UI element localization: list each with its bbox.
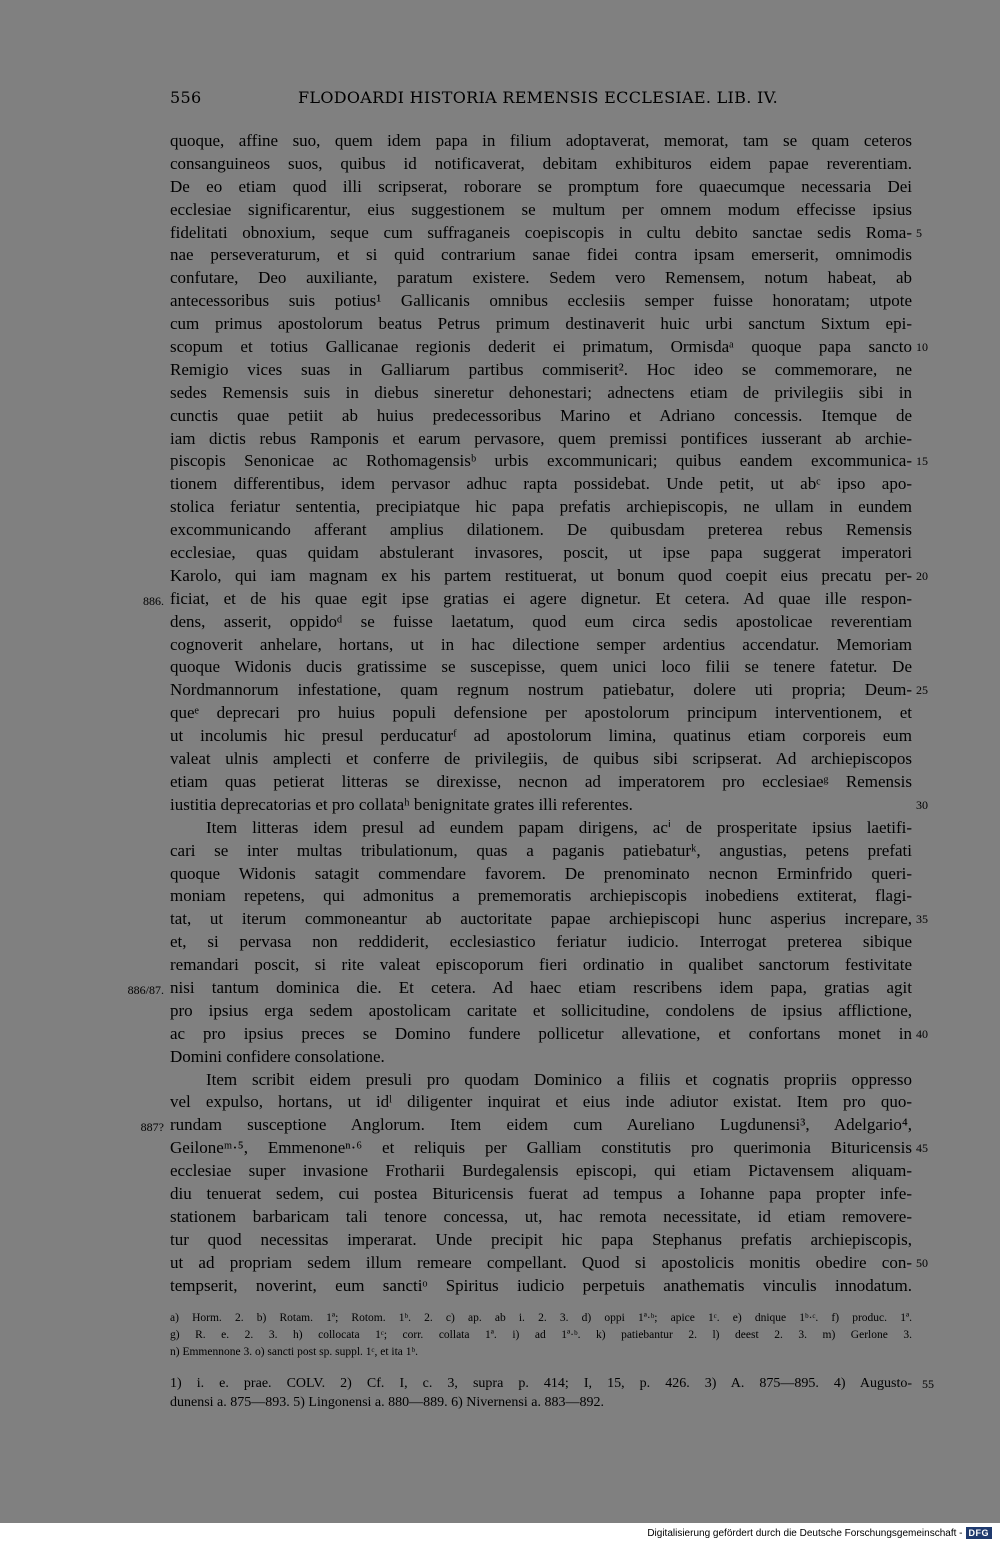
page-number: 556 <box>170 88 202 107</box>
text-line <box>170 450 928 473</box>
text-line-content: Karolo, qui iam magnam ex his partem restituerat, ut bonum quod coepit eius precatu per- <box>170 565 912 585</box>
line-number: 10 <box>916 340 928 355</box>
text-line <box>170 244 912 267</box>
text-line <box>170 908 928 931</box>
text-line <box>170 382 912 405</box>
text-line-content: antecessoribus suis potius¹ Gallicanis omnibus ecclesiis semper fuisse honoratam; utpote <box>170 291 912 311</box>
text-line <box>170 634 912 657</box>
dfg-logo: DFG <box>966 1527 993 1539</box>
digitization-footer <box>647 1527 992 1539</box>
running-title: FLODOARDI HISTORIA REMENSIS ECCLESIAE. LIB. IV. <box>298 88 779 107</box>
text-line-content: piscopis Senonicae ac Rothomagensisᵇ urbis excommunicari; quibus eandem excommunica- <box>170 451 912 471</box>
text-line <box>170 817 912 840</box>
text-line-content: iam dictis rebus Ramponis et earum pervasore, quem premissi pontifices iusserant ab archie- <box>170 428 912 448</box>
text-line <box>170 1091 912 1114</box>
line-number: 50 <box>916 1255 928 1270</box>
text-line-content: ecclesiae super invasione Frotharii Burdegalensis episcopi, qui etiam Pictavensem aliquam- <box>170 1161 912 1181</box>
text-line-content: iustitia deprecatorias et pro collataʰ benignitate grates illi referentes. <box>170 794 633 814</box>
text-line-content: ecclesiae significarentur, eius suggestionem se multum per omnem modum effecisse ipsius <box>170 199 912 219</box>
text-line-content: ut ad propriam sedem illum remeare compellant. Quod si apostolicis monitis obedire con- <box>170 1252 912 1272</box>
line-number: 25 <box>916 683 928 698</box>
text-line <box>170 519 912 542</box>
variant-note-line: g) R. e. 2. 3. h) collocata 1ᶜ; corr. collata 1ª. i) ad 1ª·ᵇ. k) patiebantur 2. l) deest 2. 3. m) Gerlone 3. <box>170 1329 912 1341</box>
text-line <box>170 130 912 153</box>
text-line <box>170 565 928 588</box>
text-line-content: etiam quas petierat litteras se direxisse, necnon ad imperatorem pro ecclesiaeᵍ Remensis <box>170 771 912 791</box>
reference-line-content: 1) i. e. prae. COLV. 2) Cf. I, c. 3, supra p. 414; I, 15, p. 426. 3) A. 875—895. 4) Augusto- <box>170 1376 912 1391</box>
text-line <box>170 290 912 313</box>
text-line-content: moniam repetens, qui admonitus a prememoratis archiepiscopis inobediens extiterat, flagi- <box>170 886 912 906</box>
text-line <box>170 885 912 908</box>
reference-notes <box>170 1374 934 1412</box>
text-line-content: De eo etiam quod illi scripserat, roborare se promptum fore quaecumque necessaria Dei <box>170 176 912 196</box>
text-line-content: quoque, affine suo, quem idem papa in filium adoptaverat, memorat, tam se quam ceteros <box>170 131 912 150</box>
text-line-content: pro ipsius erga sedem apostolicam caritate et sollicitudine, condolens de ipsius afflictione, <box>170 1000 912 1020</box>
text-line <box>170 222 922 245</box>
text-line-content: nisi tantum dominica die. Et cetera. Ad haec etiam rescribens idem papa, gratias agit <box>170 977 912 997</box>
text-line-content: queᵉ deprecari pro huius populi defensione per apostolorum principum interventionem, et <box>170 703 912 723</box>
text-line-content: Item litteras idem presul ad eundem papam dirigens, acⁱ de prosperitate ipsius laetifi- <box>206 817 912 837</box>
line-number: 20 <box>916 568 928 583</box>
line-number: 55 <box>922 1377 934 1391</box>
line-number: 30 <box>916 797 928 812</box>
variant-note-line: a) Horm. 2. b) Rotam. 1ª; Rotom. 1ᵇ. 2. c) ap. ab i. 2. 3. d) oppi 1ª·ᵇ; apice 1ᶜ. e) dnique 1ᵇ·ᶜ. f) produc. 1ª. <box>170 1312 912 1324</box>
text-line <box>170 794 928 817</box>
text-line <box>170 1046 912 1069</box>
text-line <box>170 863 912 886</box>
text-line <box>170 840 912 863</box>
text-line-content: confutare, Deo auxiliante, paratum existere. Sedem vero Remensem, notum habeat, ab <box>170 268 912 288</box>
text-line <box>127 977 912 1000</box>
text-line-content: dens, asserit, oppidoᵈ se fuisse laetatum, quod eum circa sedis apostolicae reverentiam <box>170 611 912 631</box>
text-line <box>170 954 912 977</box>
text-line <box>170 1000 912 1023</box>
text-line <box>170 679 928 702</box>
text-line <box>170 153 912 176</box>
text-line-content: remandari poscit, si rite valeat episcoporum fieri ordinatio in qualibet sanctorum festivitate <box>170 955 912 975</box>
text-line-content: Item scribit eidem presuli pro quodam Dominico a filiis et cognatis propriis oppresso <box>206 1069 912 1089</box>
text-line-content: nae perseveraturum, et si quid contrarium sanae fidei contra ipsam emerserit, omnimodis <box>170 245 912 265</box>
line-number: 40 <box>916 1026 928 1041</box>
text-line-content: excommunicando afferant amplius dilationem. De quibusdam preterea rebus Remensis <box>170 520 912 540</box>
text-line-content: ficiat, et de his quae egit ipse gratias ei agere dignetur. Et cetera. Ad quae ille respon- <box>170 588 912 608</box>
text-line <box>170 748 912 771</box>
margin-date: 887? <box>140 1120 164 1135</box>
text-line <box>170 473 912 496</box>
text-line-content: Domini confidere consolatione. <box>170 1046 385 1066</box>
text-line-content: diu tenuerat sedem, cui postea Bituricensis fuerat ad tempus a Iohanne papa propter infe- <box>170 1183 912 1203</box>
text-line <box>170 199 912 222</box>
text-line-content: consanguineos suos, quibus id notificaverat, debitam exhibituros eidem papae reverentiam. <box>170 153 912 173</box>
text-line <box>143 588 912 611</box>
text-line <box>170 931 912 954</box>
text-line <box>170 656 912 679</box>
text-line-content: cum primus apostolorum beatus Petrus primum destinaverit huic urbi sanctum Sixtum epi- <box>170 314 912 334</box>
text-line-content: ecclesiae, quas quidam abstulerant invasores, poscit, ut ipse papa suggerat imperatori <box>170 543 912 563</box>
line-number: 45 <box>916 1141 928 1156</box>
line-number: 35 <box>916 912 928 927</box>
text-line <box>170 1160 912 1183</box>
text-line <box>170 176 912 199</box>
text-line <box>170 725 912 748</box>
text-line <box>170 1252 928 1275</box>
text-line-content: valeat ulnis amplecti et conferre de privilegiis, de quibus sibi scripserat. Ad archiepiscopos <box>170 749 912 769</box>
reference-line <box>170 1374 934 1393</box>
text-line-content: ut incolumis hic presul perducaturᶠ ad apostolorum limina, quatinus etiam corporeis eum <box>170 726 912 746</box>
text-line <box>140 1114 912 1137</box>
text-line-content: et, si pervasa non reddiderit, ecclesiastico feriatur iudicio. Interrogat preterea sibique <box>170 932 912 952</box>
text-line <box>170 267 912 290</box>
text-line-content: cari se inter multas tribulationum, quas a paganis patiebaturᵏ, angustias, petens prefati <box>170 840 912 860</box>
text-line-content: ac pro ipsius preces se Domino fundere pollicetur allevatione, et confortans monet in <box>170 1023 912 1043</box>
text-line <box>170 405 912 428</box>
text-line-content: Geiloneᵐ·⁵, Emmenoneⁿ·⁶ et reliquis per Galliam constitutis pro querimonia Bituricensis <box>170 1138 912 1158</box>
text-line-content: Nordmannorum infestatione, quam regnum nostrum patiebatur, dolere uti propria; Deum- <box>170 680 912 700</box>
text-line-content: stationem barbaricam tali tenore concessa, ut, hac remota necessitate, id etiam removere- <box>170 1206 912 1226</box>
text-line <box>170 336 928 359</box>
text-line-content: tempserit, noverint, eum sanctiᵒ Spiritus iudicio perpetuis anathematis vinculis innodatum. <box>170 1275 912 1295</box>
text-line <box>170 428 912 451</box>
text-line <box>170 1069 912 1092</box>
text-line <box>170 359 912 382</box>
text-line-content: fidelitati obnoxium, seque cum suffraganeis coepiscopis in cultu debito sanctae sedis Roma- <box>170 222 912 242</box>
text-line-content: cognoverit anhelare, hortans, ut in hac dilectione semper ardentius accendatur. Memoriam <box>170 634 912 654</box>
text-line <box>170 1275 912 1298</box>
text-line-content: Remigio vices suas in Galliarum partibus commiserit². Hoc ideo se commemorare, ne <box>170 359 912 379</box>
text-line <box>170 1229 912 1252</box>
text-line <box>170 771 912 794</box>
text-line-content: cunctis quae petiit ab huius predecessoribus Marino et Adriano concessis. Itemque de <box>170 405 912 425</box>
text-line-content: tionem differentibus, idem pervasor adhuc rapta possidebat. Unde petit, ut abᶜ ipso apo- <box>170 474 912 494</box>
text-line-content: quoque Widonis ducis gratissime se suscepisse, quem unici loco filii se tenere fatetur. De <box>170 657 912 677</box>
variant-note-line: n) Emmennone 3. o) sancti post sp. suppl. 1ᶜ, et ita 1ᵇ. <box>170 1346 418 1358</box>
line-number: 15 <box>916 454 928 469</box>
text-line <box>170 1137 928 1160</box>
main-text <box>127 130 928 1297</box>
text-line-content: vel expulso, hortans, ut idˡ diligenter inquirat et eius inde adiutor existat. Item pro quo- <box>170 1092 912 1112</box>
variant-notes <box>170 1310 912 1361</box>
text-line <box>170 611 912 634</box>
text-line <box>170 702 912 725</box>
reference-line-content: dunensi a. 875—893. 5) Lingonensi a. 880—889. 6) Nivernensi a. 883—892. <box>170 1395 604 1410</box>
text-line-content: scopum et totius Gallicanae regionis dederit ei primatum, Ormisdaᵃ quoque papa sancto <box>170 337 912 357</box>
reference-line <box>170 1393 912 1412</box>
text-line-content: quoque Widonis satagit commendare favorem. De prenominato necnon Erminfrido queri- <box>170 863 912 883</box>
text-line <box>170 542 912 565</box>
text-line-content: tat, ut iterum commoneantur ab auctoritate papae archiepiscopi hunc asperius increpare, <box>170 909 912 929</box>
text-line <box>170 1023 928 1046</box>
text-line-content: tur quod necessitas imperarat. Unde precipit hic papa Stephanus prefatis archiepiscopis, <box>170 1229 912 1249</box>
text-line <box>170 1206 912 1229</box>
text-line <box>170 496 912 519</box>
margin-date: 886/87. <box>127 982 164 997</box>
text-line <box>170 1183 912 1206</box>
text-line <box>170 313 912 336</box>
text-line-content: sedes Remensis suis in diebus sineretur dehonestari; adnectens etiam de privilegiis sibi in <box>170 382 912 402</box>
text-line-content: stolica feriatur sententia, precipiatque hic papa prefatis archiepiscopis, ne ullam in eundem <box>170 497 912 517</box>
text-line-content: rundam susceptione Anglorum. Item eidem cum Aureliano Lugdunensi³, Adelgario⁴, <box>170 1115 912 1135</box>
line-number: 5 <box>916 225 922 240</box>
margin-date: 886. <box>143 593 164 608</box>
footer-text: Digitalisierung gefördert durch die Deutsche Forschungsgemeinschaft - <box>647 1527 963 1539</box>
